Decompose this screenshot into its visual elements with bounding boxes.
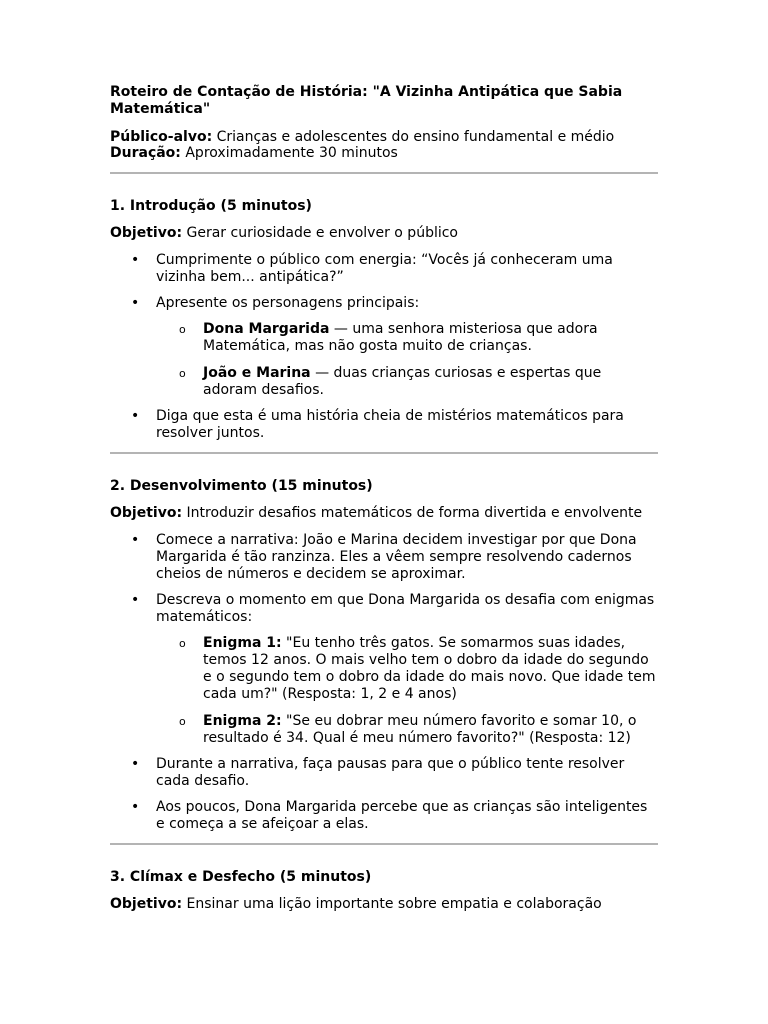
objective-label: Objetivo: (110, 225, 183, 241)
section-divider (110, 172, 658, 174)
list-item (110, 532, 658, 583)
sub-bullet-icon: o (179, 637, 186, 650)
list-item (110, 756, 658, 790)
list-item-text: Durante a narrativa, faça pausas para que o público tente resolver cada desafio. (156, 756, 625, 789)
sub-list-item (110, 321, 658, 355)
bullet-icon: • (131, 799, 140, 815)
objective-label: Objetivo: (110, 896, 183, 912)
bullet-list (110, 252, 658, 312)
document-title: Roteiro de Contação de História: "A Vizinha Antipática que Sabia Matemática" (110, 84, 623, 117)
bullet-icon: • (131, 252, 140, 268)
list-item (110, 592, 658, 626)
audience-label: Público-alvo: (110, 129, 213, 145)
character-description: — uma senhora misteriosa que adora Matemática, mas não gosta muito de crianças. (203, 321, 598, 354)
list-item-text: Descreva o momento em que Dona Margarida os desafia com enigmas matemáticos: (156, 592, 655, 625)
list-item-text: Aos poucos, Dona Margarida percebe que as crianças são inteligentes e começa a se afeiçoar a elas. (156, 799, 648, 832)
objective-label: Objetivo: (110, 505, 183, 521)
audience-value: Crianças e adolescentes do ensino fundamental e médio (212, 129, 615, 145)
bullet-icon: • (131, 532, 140, 548)
character-name: Dona Margarida (203, 321, 330, 337)
audience-line (110, 129, 658, 145)
list-item (110, 799, 658, 833)
sub-list-item (110, 365, 658, 399)
enigma-label: Enigma 2: (203, 713, 282, 729)
sub-bullet-icon: o (179, 323, 186, 336)
list-item (110, 295, 658, 312)
bullet-icon: • (131, 756, 140, 772)
sub-bullet-icon: o (179, 367, 186, 380)
list-item-text: Comece a narrativa: João e Marina decidem investigar por que Dona Margarida é tão ranzinza. Eles a vêem sempre resolvendo cadernos cheios de números e decidem se aproximar. (156, 532, 637, 582)
section-title-climax: 3. Clímax e Desfecho (5 minutos) (110, 869, 372, 885)
enigma-text: "Eu tenho três gatos. Se somarmos suas idades, temos 12 anos. O mais velho tem o dobro da idade do segundo e o segundo tem o dobro da idade do mais novo. Que idade tem cada um?" (Resposta: 1, 2 e 4 anos) (203, 635, 656, 702)
sub-bullet-icon: o (179, 715, 186, 728)
objective-value: Ensinar uma lição importante sobre empatia e colaboração (182, 896, 602, 912)
section-objective (110, 225, 658, 242)
character-description: — duas crianças curiosas e espertas que adoram desafios. (203, 365, 602, 398)
document-meta (110, 129, 658, 161)
section-objective (110, 896, 658, 913)
objective-value: Gerar curiosidade e envolver o público (182, 225, 458, 241)
section-title-introducao: 1. Introdução (5 minutos) (110, 198, 312, 214)
objective-value: Introduzir desafios matemáticos de forma divertida e envolvente (182, 505, 643, 521)
sub-list-item (110, 713, 658, 747)
sub-list-item (110, 635, 658, 703)
character-name: João e Marina (203, 365, 311, 381)
bullet-icon: • (131, 592, 140, 608)
bullet-list (110, 756, 658, 833)
section-title-desenvolvimento: 2. Desenvolvimento (15 minutos) (110, 478, 373, 494)
list-item-text: Cumprimente o público com energia: “Vocês já conheceram uma vizinha bem... antipática?” (156, 252, 613, 285)
section-divider (110, 843, 658, 845)
sub-list (110, 635, 658, 747)
sub-list (110, 321, 658, 399)
document-page (110, 84, 658, 913)
duration-line (110, 145, 658, 161)
list-item-text: Apresente os personagens principais: (156, 295, 420, 311)
list-item (110, 408, 658, 442)
bullet-list (110, 532, 658, 626)
list-item-text: Diga que esta é uma história cheia de mistérios matemáticos para resolver juntos. (156, 408, 624, 441)
bullet-icon: • (131, 408, 140, 424)
enigma-text: "Se eu dobrar meu número favorito e somar 10, o resultado é 34. Qual é meu número favorito?" (Resposta: 12) (203, 713, 637, 746)
section-divider (110, 452, 658, 454)
section-objective (110, 505, 658, 522)
duration-value: Aproximadamente 30 minutos (180, 145, 398, 161)
bullet-icon: • (131, 295, 140, 311)
duration-label: Duração: (110, 145, 181, 161)
enigma-label: Enigma 1: (203, 635, 282, 651)
bullet-list (110, 408, 658, 442)
list-item (110, 252, 658, 286)
